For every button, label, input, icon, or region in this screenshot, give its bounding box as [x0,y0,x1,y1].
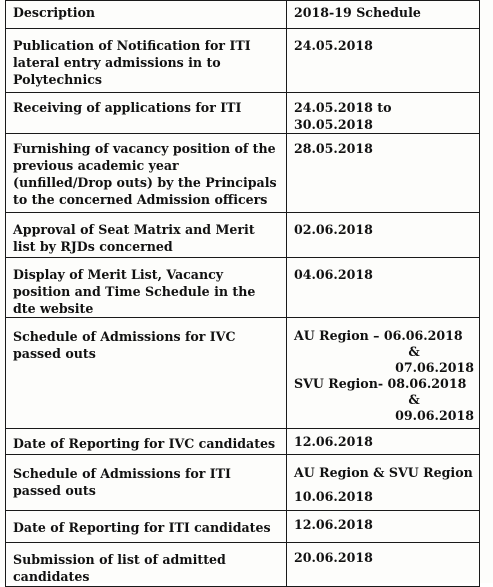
row-description: Furnishing of vacancy position of the previous academic year (unfilled/Drop outs) by the Principals to the concerned Admission officers [6,134,287,213]
row-schedule-iti [287,455,480,511]
row-schedule: 04.06.2018 [287,258,480,318]
table-row [6,258,480,318]
row-description: Publication of Notification for ITI lateral entry admissions in to Polytechnics [6,29,287,93]
table-row [6,429,480,455]
table-header-row [6,1,480,29]
table-row [6,543,480,587]
au-region-line: AU Region – 06.06.2018 [294,328,463,343]
row-description: Schedule of Admissions for ITI passed outs [6,455,287,511]
row-description: Date of Reporting for IVC candidates [6,429,287,455]
row-schedule: 28.05.2018 [287,134,480,213]
row-description: Approval of Seat Matrix and Merit list by RJDs concerned [6,213,287,258]
row-schedule: 12.06.2018 [287,429,480,455]
row-schedule: 02.06.2018 [287,213,480,258]
table-row [6,93,480,134]
table-row [6,511,480,543]
row-description: Submission of list of admitted candidates [6,543,287,587]
header-description: Description [6,1,287,29]
ampersand: & [408,344,420,359]
row-description: Date of Reporting for ITI candidates [6,511,287,543]
svu-region-line: SVU Region- 08.06.2018 [294,376,467,391]
row-schedule: 12.06.2018 [287,511,480,543]
table-row [6,455,480,511]
table-row [6,213,480,258]
au-region-date2: 07.06.2018 [395,360,474,375]
admission-schedule-table [5,0,480,587]
row-schedule: 24.05.2018 to 30.05.2018 [287,93,480,134]
region-date: 10.06.2018 [294,489,373,504]
header-schedule: 2018-19 Schedule [287,1,480,29]
ampersand: & [408,392,420,407]
row-description: Display of Merit List, Vacancy position and Time Schedule in the dte website [6,258,287,318]
row-schedule: 24.05.2018 [287,29,480,93]
table-row [6,318,480,429]
row-description: Schedule of Admissions for IVC passed outs [6,318,287,429]
row-schedule: 20.06.2018 [287,543,480,587]
row-description: Receiving of applications for ITI [6,93,287,134]
table-row [6,29,480,93]
row-schedule-ivc [287,318,480,429]
region-line: AU Region & SVU Region [294,465,473,480]
svu-region-date2: 09.06.2018 [395,408,474,423]
table-row [6,134,480,213]
